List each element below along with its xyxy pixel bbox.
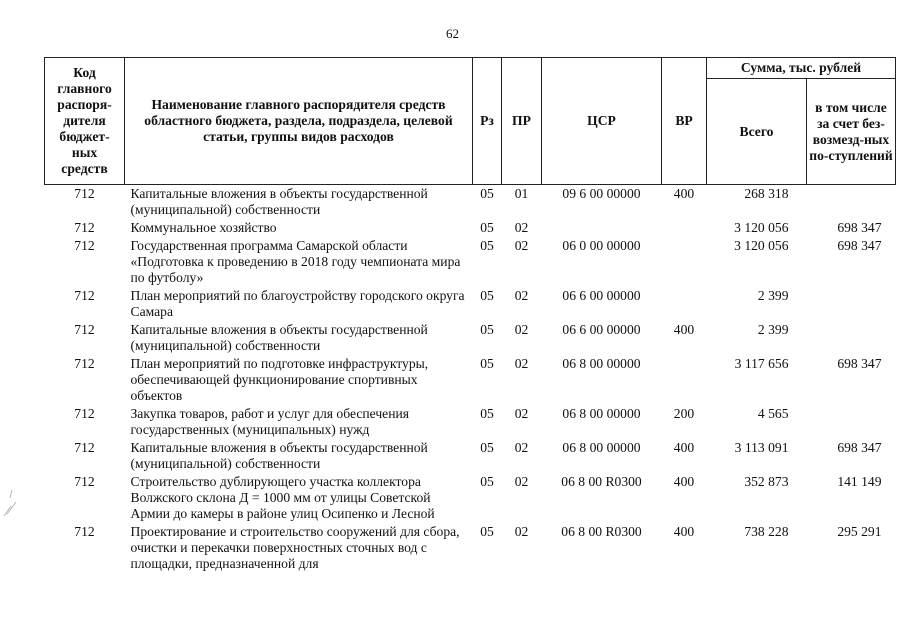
table-row xyxy=(45,473,896,523)
header-free: в том числе за счет без-возмезд-ных по-ступлений xyxy=(807,79,896,185)
cell-pr: 02 xyxy=(514,322,529,337)
table-row xyxy=(45,287,896,321)
cell-free xyxy=(807,405,896,439)
cell-pr: 02 xyxy=(514,406,529,421)
cell-free xyxy=(807,185,896,220)
header-csr: ЦСР xyxy=(542,58,662,185)
cell-free: 698 347 xyxy=(837,238,882,253)
cell-pr: 02 xyxy=(514,356,529,371)
cell-vr xyxy=(662,287,707,321)
table-row xyxy=(45,405,896,439)
budget-table xyxy=(44,57,896,573)
cell-code: 712 xyxy=(74,356,95,371)
cell-rz: 05 xyxy=(480,524,494,539)
header-code: Код главного распоря-дителя бюджет-ных средств xyxy=(45,58,125,185)
cell-rz: 05 xyxy=(480,220,494,235)
cell-code: 712 xyxy=(74,474,95,489)
cell-csr: 06 6 00 00000 xyxy=(562,322,641,337)
cell-rz: 05 xyxy=(480,322,494,337)
cell-total: 352 873 xyxy=(744,474,789,489)
table-row xyxy=(45,237,896,287)
header-rz: Рз xyxy=(473,58,502,185)
cell-name: План мероприятий по подготовке инфраструктуры, обеспечивающей функционирование спортивных объектов xyxy=(130,356,429,403)
scan-artifact-mark xyxy=(2,488,22,518)
cell-rz: 05 xyxy=(480,474,494,489)
table-row xyxy=(45,185,896,220)
header-name: Наименование главного распорядителя средств областного бюджета, раздела, подраздела, целевой статьи, группы видов расходов xyxy=(125,58,473,185)
cell-name: План мероприятий по благоустройству городского округа Самара xyxy=(130,288,465,319)
table-row xyxy=(45,355,896,405)
cell-code: 712 xyxy=(74,322,95,337)
cell-name: Закупка товаров, работ и услуг для обеспечения государственных (муниципальных) нужд xyxy=(130,406,409,437)
cell-free: 698 347 xyxy=(837,220,882,235)
cell-vr: 400 xyxy=(673,474,695,489)
cell-code: 712 xyxy=(74,238,95,253)
cell-pr: 02 xyxy=(514,238,529,253)
cell-rz: 05 xyxy=(480,406,494,421)
cell-pr: 02 xyxy=(514,220,529,235)
table-row xyxy=(45,321,896,355)
cell-vr: 400 xyxy=(673,524,695,539)
cell-free xyxy=(807,321,896,355)
cell-name: Строительство дублирующего участка коллектора Волжского склона Д = 1000 мм от улицы Советской Армии до камеры в районе улиц Осипенко и Лесной xyxy=(130,474,435,521)
cell-csr: 06 8 00 R0300 xyxy=(561,524,642,539)
cell-csr: 06 8 00 00000 xyxy=(562,356,641,371)
cell-code: 712 xyxy=(74,406,95,421)
table-row xyxy=(45,439,896,473)
cell-rz: 05 xyxy=(480,238,494,253)
header-total: Всего xyxy=(707,79,807,185)
cell-name: Коммунальное хозяйство xyxy=(130,220,277,235)
cell-pr: 02 xyxy=(514,474,529,489)
cell-total: 3 113 091 xyxy=(734,440,789,455)
cell-pr: 02 xyxy=(514,524,529,539)
cell-rz: 05 xyxy=(480,288,494,303)
cell-name: Проектирование и строительство сооружений для сбора, очистки и перекачки поверхностных сточных вод с площадки, предназначенной для xyxy=(130,524,460,571)
cell-free xyxy=(807,287,896,321)
cell-csr: 06 8 00 00000 xyxy=(562,440,641,455)
cell-csr: 09 6 00 00000 xyxy=(562,186,641,201)
table-header xyxy=(45,58,896,185)
cell-csr: 06 6 00 00000 xyxy=(562,288,641,303)
cell-free: 698 347 xyxy=(837,440,882,455)
cell-vr xyxy=(662,219,707,237)
cell-total: 4 565 xyxy=(757,406,789,421)
cell-csr xyxy=(542,219,662,237)
cell-code: 712 xyxy=(74,440,95,455)
cell-total: 738 228 xyxy=(744,524,789,539)
table-row xyxy=(45,523,896,573)
cell-free: 141 149 xyxy=(837,474,882,489)
cell-total: 268 318 xyxy=(744,186,789,201)
cell-csr: 06 8 00 R0300 xyxy=(561,474,642,489)
cell-free: 698 347 xyxy=(837,356,882,371)
cell-pr: 02 xyxy=(514,440,529,455)
cell-vr: 200 xyxy=(673,406,695,421)
cell-rz: 05 xyxy=(480,186,494,201)
cell-code: 712 xyxy=(74,524,95,539)
page-number: 62 xyxy=(446,26,459,41)
cell-code: 712 xyxy=(74,186,95,201)
cell-free: 295 291 xyxy=(837,524,882,539)
header-sum: Сумма, тыс. рублей xyxy=(707,58,896,79)
cell-code: 712 xyxy=(74,220,95,235)
table-body xyxy=(45,185,896,574)
cell-total: 3 117 656 xyxy=(734,356,789,371)
cell-vr: 400 xyxy=(673,440,695,455)
header-pr: ПР xyxy=(502,58,542,185)
cell-total: 3 120 056 xyxy=(734,238,789,253)
cell-name: Капитальные вложения в объекты государственной (муниципальной) собственности xyxy=(130,440,428,471)
cell-rz: 05 xyxy=(480,356,494,371)
cell-name: Государственная программа Самарской области «Подготовка к проведению в 2018 году чемпионата мира по футболу» xyxy=(130,238,461,285)
cell-vr: 400 xyxy=(673,322,695,337)
cell-name: Капитальные вложения в объекты государственной (муниципальной) собственности xyxy=(130,186,428,217)
cell-csr: 06 0 00 00000 xyxy=(562,238,641,253)
cell-pr: 02 xyxy=(514,288,529,303)
table-row xyxy=(45,219,896,237)
cell-pr: 01 xyxy=(514,186,529,201)
cell-vr xyxy=(662,237,707,287)
cell-name: Капитальные вложения в объекты государственной (муниципальной) собственности xyxy=(130,322,428,353)
header-vr: ВР xyxy=(662,58,707,185)
cell-vr xyxy=(662,355,707,405)
cell-rz: 05 xyxy=(480,440,494,455)
cell-vr: 400 xyxy=(673,186,695,201)
cell-total: 2 399 xyxy=(757,322,789,337)
cell-total: 2 399 xyxy=(757,288,789,303)
cell-csr: 06 8 00 00000 xyxy=(562,406,641,421)
cell-code: 712 xyxy=(74,288,95,303)
cell-total: 3 120 056 xyxy=(734,220,789,235)
